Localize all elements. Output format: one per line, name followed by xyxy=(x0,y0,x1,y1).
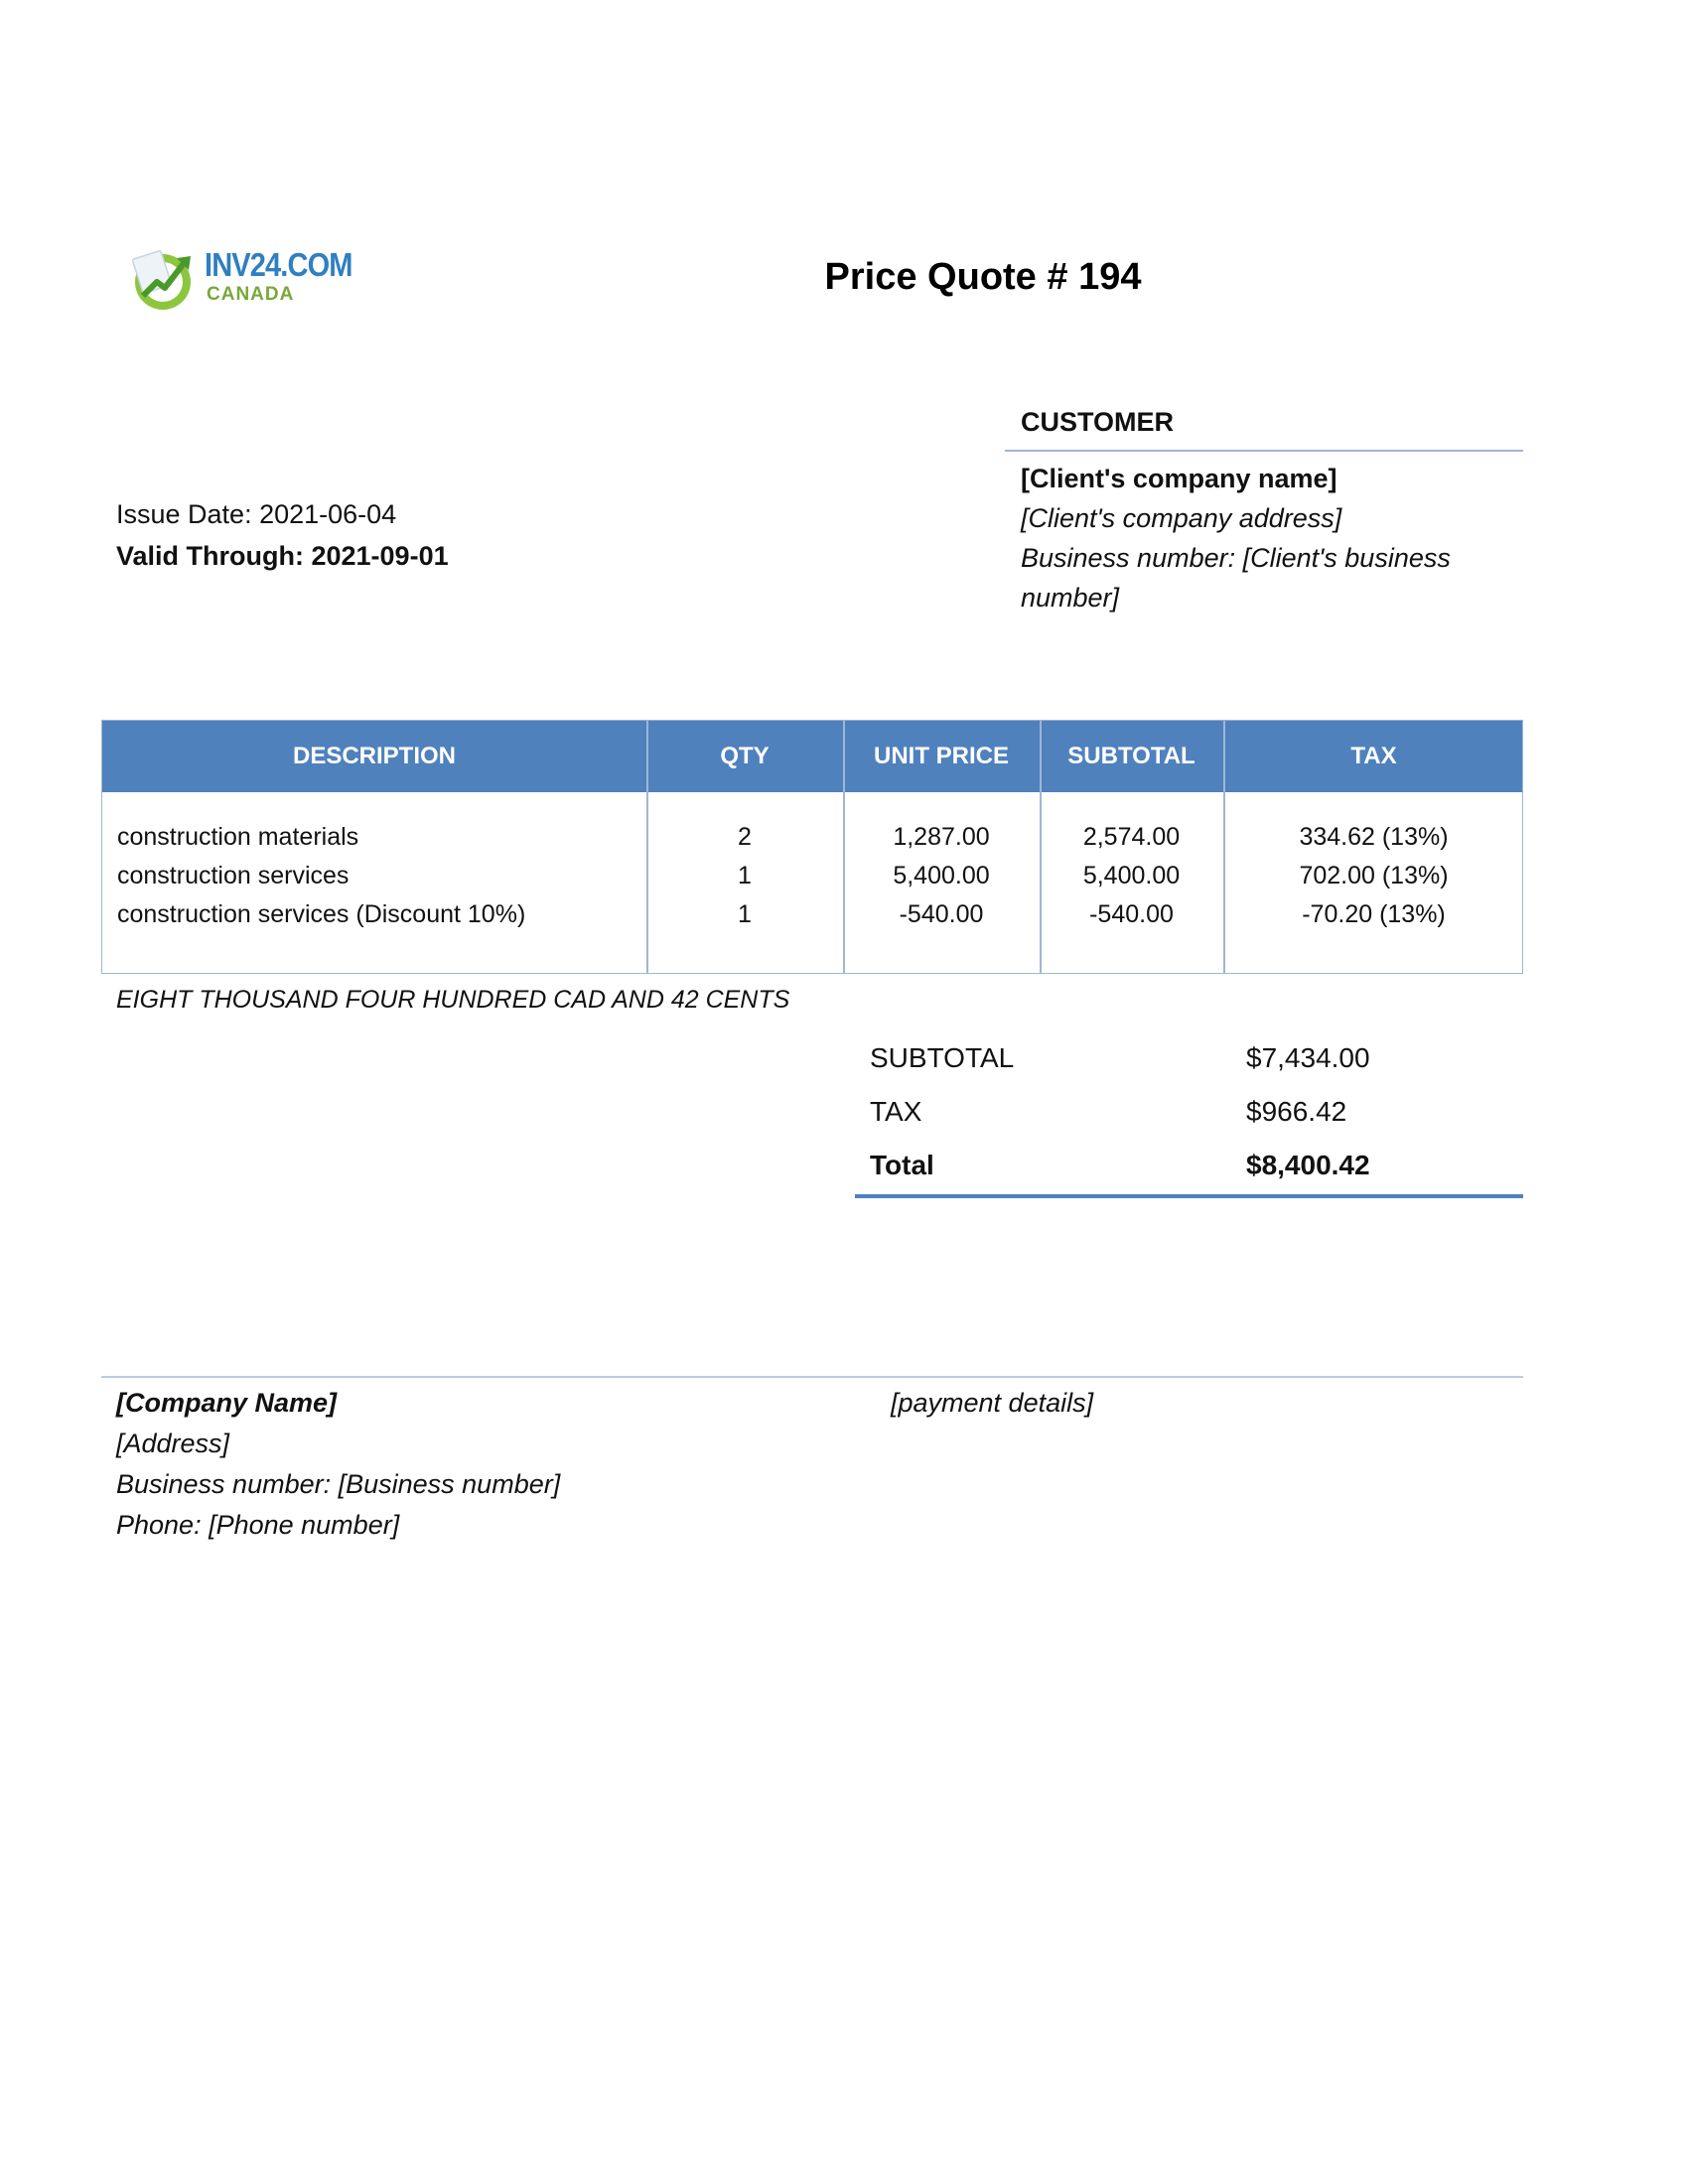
customer-divider xyxy=(1005,450,1523,452)
logo-region-text: CANADA xyxy=(207,284,295,305)
subtotal-value: $7,434.00 xyxy=(1246,1042,1370,1073)
column-header-subtotal: SUBTOTAL xyxy=(1067,743,1196,769)
footer-company-name: [Company Name] xyxy=(116,1388,338,1418)
table-row-3-description: construction services (Discount 10%) xyxy=(117,900,526,928)
tax-label: TAX xyxy=(870,1096,922,1127)
footer-business-number: Business number: [Business number] xyxy=(116,1469,561,1499)
document-growth-arrow-icon xyxy=(129,244,197,312)
table-row-3-subtotal: -540.00 xyxy=(1089,900,1174,928)
column-header-qty: QTY xyxy=(720,743,770,769)
customer-heading: CUSTOMER xyxy=(1021,407,1175,437)
subtotal-label: SUBTOTAL xyxy=(870,1042,1015,1073)
valid-through-date: Valid Through: 2021-09-01 xyxy=(116,541,449,571)
logo-brand-text: INV24.COM xyxy=(205,246,352,283)
customer-address: [Client's company address] xyxy=(1021,503,1342,533)
footer-payment-details: [payment details] xyxy=(891,1388,1094,1418)
table-row-1-description: construction materials xyxy=(117,823,359,851)
line-items-table xyxy=(101,720,1523,974)
issue-date: Issue Date: 2021-06-04 xyxy=(116,499,397,529)
customer-business-number: Business number: [Client's business number] xyxy=(1021,543,1451,613)
total-label: Total xyxy=(870,1150,934,1180)
amount-in-words: EIGHT THOUSAND FOUR HUNDRED CAD AND 42 CENTS xyxy=(116,986,790,1014)
footer-address: [Address] xyxy=(116,1429,230,1458)
customer-company-name: [Client's company name] xyxy=(1021,464,1337,493)
table-row-1-unit-price: 1,287.00 xyxy=(893,823,990,851)
total-value: $8,400.42 xyxy=(1246,1150,1370,1180)
column-header-tax: TAX xyxy=(1350,743,1397,769)
table-row-1-qty: 2 xyxy=(738,823,752,851)
company-logo xyxy=(129,238,352,313)
tax-value: $966.42 xyxy=(1246,1096,1347,1127)
table-row-2-unit-price: 5,400.00 xyxy=(893,862,990,889)
table-row-2-qty: 1 xyxy=(738,862,752,889)
table-row-3-unit-price: -540.00 xyxy=(899,900,984,928)
table-row-1-tax: 334.62 (13%) xyxy=(1299,823,1449,851)
footer-divider xyxy=(101,1376,1523,1378)
table-row-2-description: construction services xyxy=(117,862,350,889)
column-header-description: DESCRIPTION xyxy=(292,743,456,769)
table-row-2-subtotal: 5,400.00 xyxy=(1082,862,1181,889)
table-row-3-tax: -70.20 (13%) xyxy=(1302,900,1446,928)
table-row-3-qty: 1 xyxy=(738,900,752,928)
footer-phone: Phone: [Phone number] xyxy=(116,1510,400,1540)
column-header-unit-price: UNIT PRICE xyxy=(873,743,1009,769)
table-row-1-subtotal: 2,574.00 xyxy=(1082,823,1181,851)
table-row-2-tax: 702.00 (13%) xyxy=(1299,862,1449,889)
document-title: Price Quote # 194 xyxy=(824,256,1142,298)
totals-divider xyxy=(855,1194,1523,1198)
